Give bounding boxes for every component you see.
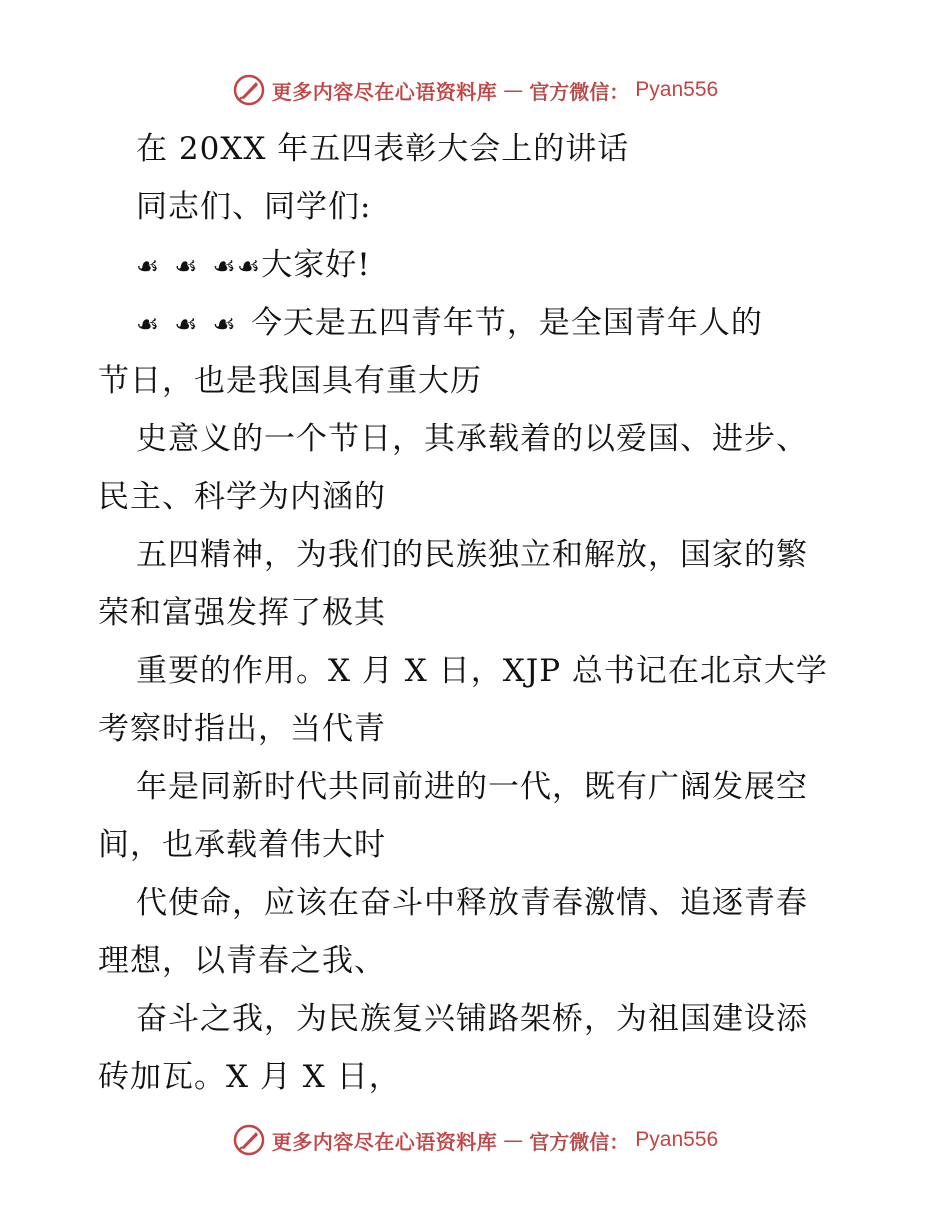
ornament-icon: ☙: [212, 310, 237, 340]
paragraph-line: 考察时指出，当代青: [98, 711, 386, 747]
ornament-icon: ☙: [236, 252, 262, 282]
paragraph-line: 年是同新时代共同前进的一代，既有广阔发展空: [136, 769, 808, 805]
banner-dash: —: [503, 1128, 524, 1152]
paragraph-line: 砖加瓦。X 月 X 日，: [98, 1059, 401, 1095]
ornament-icon: ☙: [212, 252, 237, 282]
paragraph-line: 五四精神，为我们的民族独立和解放，国家的繁: [136, 537, 808, 573]
paragraph-text: 今天是五四青年节，是全国青年人的: [250, 305, 763, 341]
paragraph-line: 重要的作用。X 月 X 日，XJP 总书记在北京大学: [136, 653, 828, 689]
document-body: [98, 120, 858, 1106]
banner-wechat-label: 官方微信：: [529, 1129, 630, 1154]
paragraph-line: 荣和富强发挥了极其: [98, 595, 386, 631]
paragraph-line: 奋斗之我，为民族复兴铺路架桥，为祖国建设添: [136, 1001, 808, 1037]
header-banner: [0, 70, 950, 110]
paragraph-line: 理想，以青春之我、: [98, 943, 386, 979]
paragraph-line: [98, 294, 858, 352]
greeting-text: 大家好!: [261, 247, 371, 283]
ornament-icon: ☙: [136, 310, 161, 340]
ornament-icon: ☙: [136, 252, 161, 282]
document-title: 在 20XX 年五四表彰大会上的讲话: [136, 131, 630, 167]
quill-logo-icon: [232, 1123, 266, 1157]
paragraph-line: 间，也承载着伟大时: [98, 827, 386, 863]
banner-wechat-label: 官方微信：: [529, 79, 630, 104]
greeting-line: [98, 236, 858, 294]
ornament-icon: ☙: [174, 252, 199, 282]
footer-banner: [0, 1120, 950, 1160]
banner-wechat-id: Pyan556: [635, 78, 719, 101]
banner-dash: —: [503, 78, 524, 102]
ornament-icon: ☙: [174, 310, 199, 340]
quill-logo-icon: [232, 73, 266, 107]
paragraph-line: 史意义的一个节日，其承载着的以爱国、进步、: [136, 421, 808, 457]
banner-slogan: 更多内容尽在心语资料库: [271, 79, 498, 104]
paragraph-line: 代使命，应该在奋斗中释放青春激情、追逐青春: [136, 885, 808, 921]
salutation: 同志们、同学们:: [136, 189, 372, 225]
banner-slogan: 更多内容尽在心语资料库: [271, 1129, 498, 1154]
paragraph-line: 节日，也是我国具有重大历: [98, 363, 482, 399]
paragraph-line: 民主、科学为内涵的: [98, 479, 386, 515]
banner-wechat-id: Pyan556: [635, 1128, 719, 1151]
